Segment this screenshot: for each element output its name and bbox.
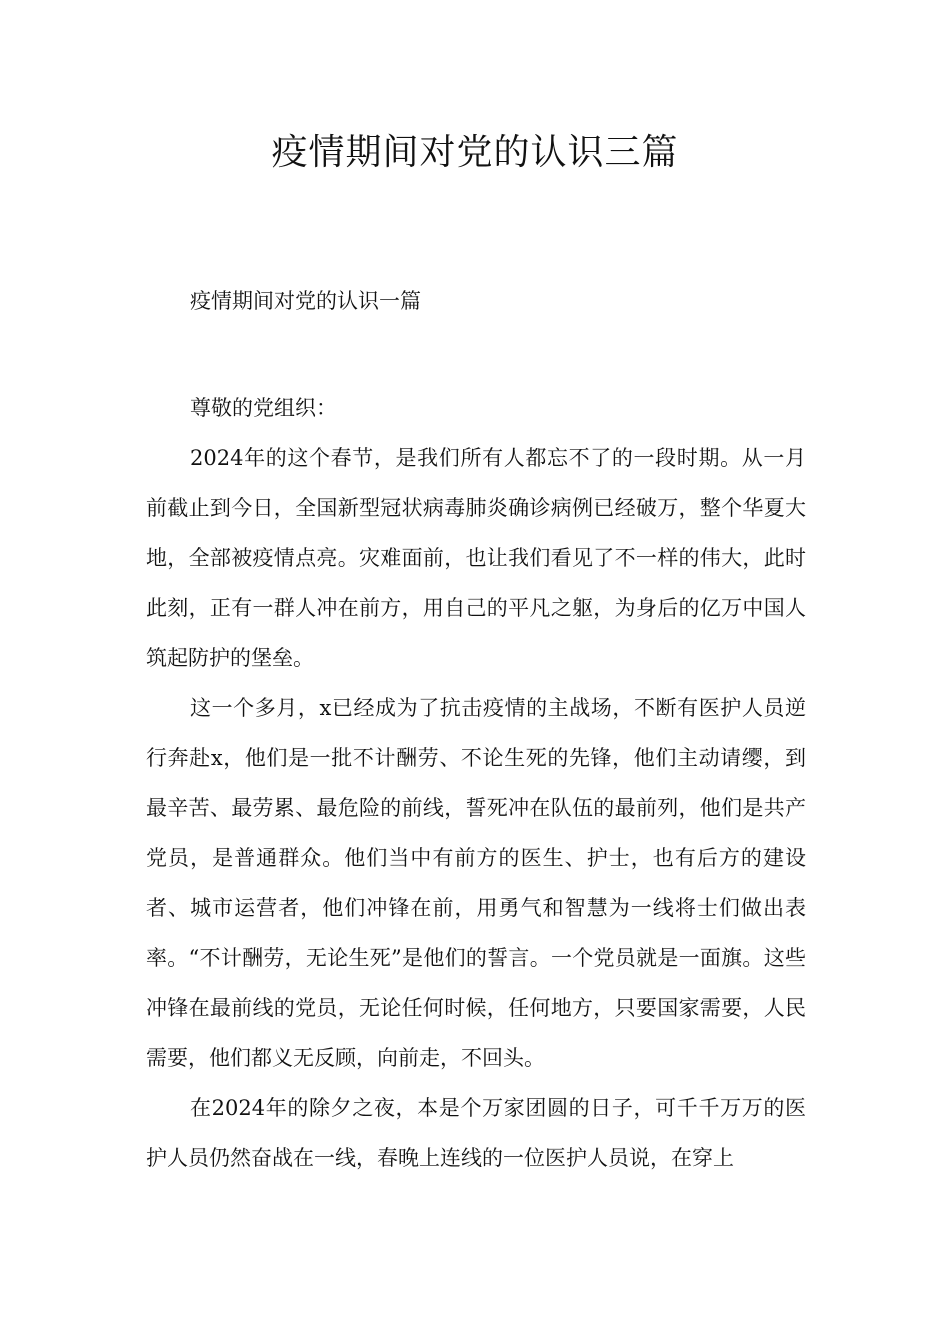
paragraph-2: 这一个多月，x已经成为了抗击疫情的主战场，不断有医护人员逆行奔赴x，他们是一批不计酬劳、不论生死的先锋，他们主动请缨，到最辛苦、最劳累、最危险的前线，誓死冲在队伍的最前列，他们是共产党员，是普通群众。他们当中有前方的医生、护士，也有后方的建设者、城市运营者，他们冲锋在前，用勇气和智慧为一线将士们做出表率。“不计酬劳，无论生死”是他们的誓言。一个党员就是一面旗。这些冲锋在最前线的党员，无论任何时候，任何地方，只要国家需要，人民需要，他们都义无反顾，向前走，不回头。 — [146, 696, 806, 1070]
document-title: 疫情期间对党的认识三篇 — [271, 132, 679, 173]
salutation: 尊敬的党组织： — [190, 396, 337, 420]
document-body — [146, 383, 806, 1183]
section-heading: 疫情期间对党的认识一篇 — [190, 289, 421, 313]
paragraph-1: 2024年的这个春节，是我们所有人都忘不了的一段时期。从一月前截止到今日，全国新型冠状病毒肺炎确诊病例已经破万，整个华夏大地，全部被疫情点亮。灾难面前，也让我们看见了不一样的伟大，此时此刻，正有一群人冲在前方，用自己的平凡之躯，为身后的亿万中国人筑起防护的堡垒。 — [146, 446, 806, 670]
paragraph-3: 在2024年的除夕之夜，本是个万家团圆的日子，可千千万万的医护人员仍然奋战在一线，春晚上连线的一位医护人员说，在穿上 — [146, 1096, 806, 1170]
